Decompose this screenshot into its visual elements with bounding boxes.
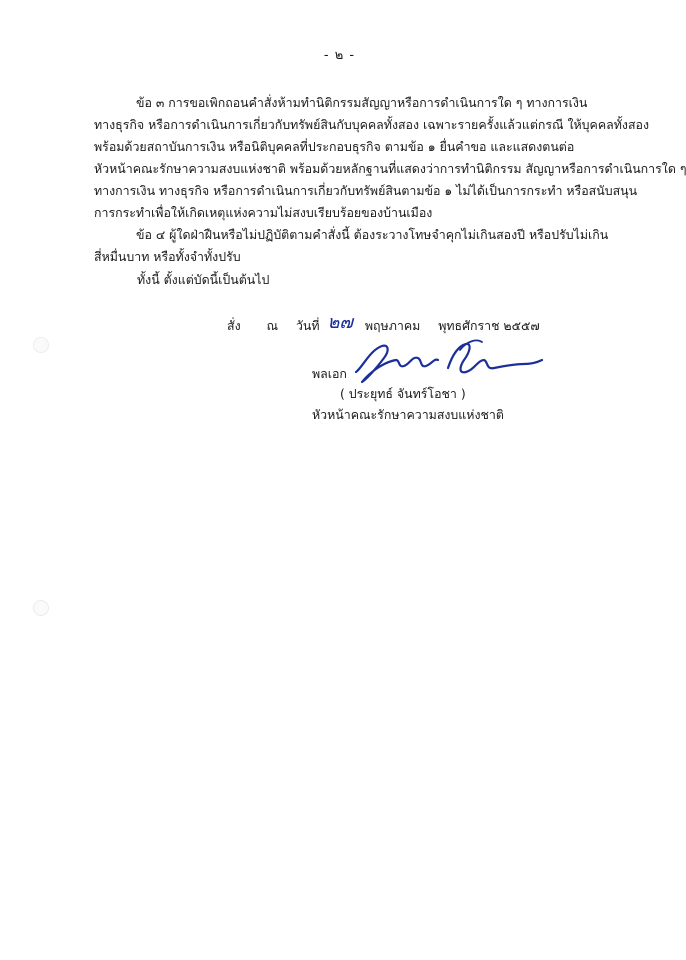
order-date-line — [227, 314, 540, 337]
signatory-position: หัวหน้าคณะรักษาความสงบแห่งชาติ — [312, 407, 504, 422]
paragraph-line: พร้อมด้วยสถาบันการเงิน หรือนิติบุคคลที่ประกอบธุรกิจ ตามข้อ ๑ ยื่นคำขอ และแสดงตนต่อ — [94, 139, 575, 154]
handwritten-signature — [348, 338, 548, 386]
handwritten-day: ๒๗ — [327, 312, 353, 333]
clause-3-paragraph — [94, 92, 686, 224]
paragraph-line: ข้อ ๓ การขอเพิกถอนคำสั่งห้ามทำนิติกรรมสัญญาหรือการดำเนินการใด ๆ ทางการเงิน — [136, 95, 588, 110]
page-number: - ๒ - — [323, 48, 356, 63]
at-word: ณ — [266, 318, 279, 333]
paragraph-line: ทางการเงิน ทางธุรกิจ หรือการดำเนินการเกี่ยวกับทรัพย์สินตามข้อ ๑ ไม่ได้เป็นการกระทำ หรือสนับสนุน — [94, 183, 638, 198]
paragraph-line: สี่หมื่นบาท หรือทั้งจำทั้งปรับ — [94, 249, 241, 264]
ordered-word: สั่ง — [227, 318, 241, 333]
paragraph-line: การกระทำเพื่อให้เกิดเหตุแห่งความไม่สงบเรียบร้อยของบ้านเมือง — [94, 205, 433, 220]
year: พุทธศักราช ๒๕๕๗ — [438, 318, 540, 333]
day-word: วันที่ — [295, 318, 320, 333]
punch-hole-mark — [33, 337, 49, 353]
paragraph-line: ข้อ ๔ ผู้ใดฝ่าฝืนหรือไม่ปฏิบัติตามคำสั่งนี้ ต้องระวางโทษจำคุกไม่เกินสองปี หรือปรับไม่เกิน — [136, 227, 609, 242]
paragraph-line: หัวหน้าคณะรักษาความสงบแห่งชาติ พร้อมด้วยหลักฐานที่แสดงว่าการทำนิติกรรม สัญญาหรือการดำเนินการใด ๆ — [94, 161, 686, 176]
effective-clause: ทั้งนี้ ตั้งแต่บัดนี้เป็นต้นไป — [137, 272, 270, 287]
punch-hole-mark — [33, 600, 49, 616]
paragraph-line: ทางธุรกิจ หรือการดำเนินการเกี่ยวกับทรัพย์สินกับบุคคลทั้งสอง เฉพาะรายครั้งแล้วแต่กรณี ให้บุคคลทั้งสอง — [94, 117, 649, 132]
clause-4-paragraph — [94, 224, 609, 268]
signatory-rank: พลเอก — [312, 366, 347, 381]
month: พฤษภาคม — [364, 318, 421, 333]
signatory-name: ( ประยุทธ์ จันทร์โอชา ) — [340, 386, 466, 401]
